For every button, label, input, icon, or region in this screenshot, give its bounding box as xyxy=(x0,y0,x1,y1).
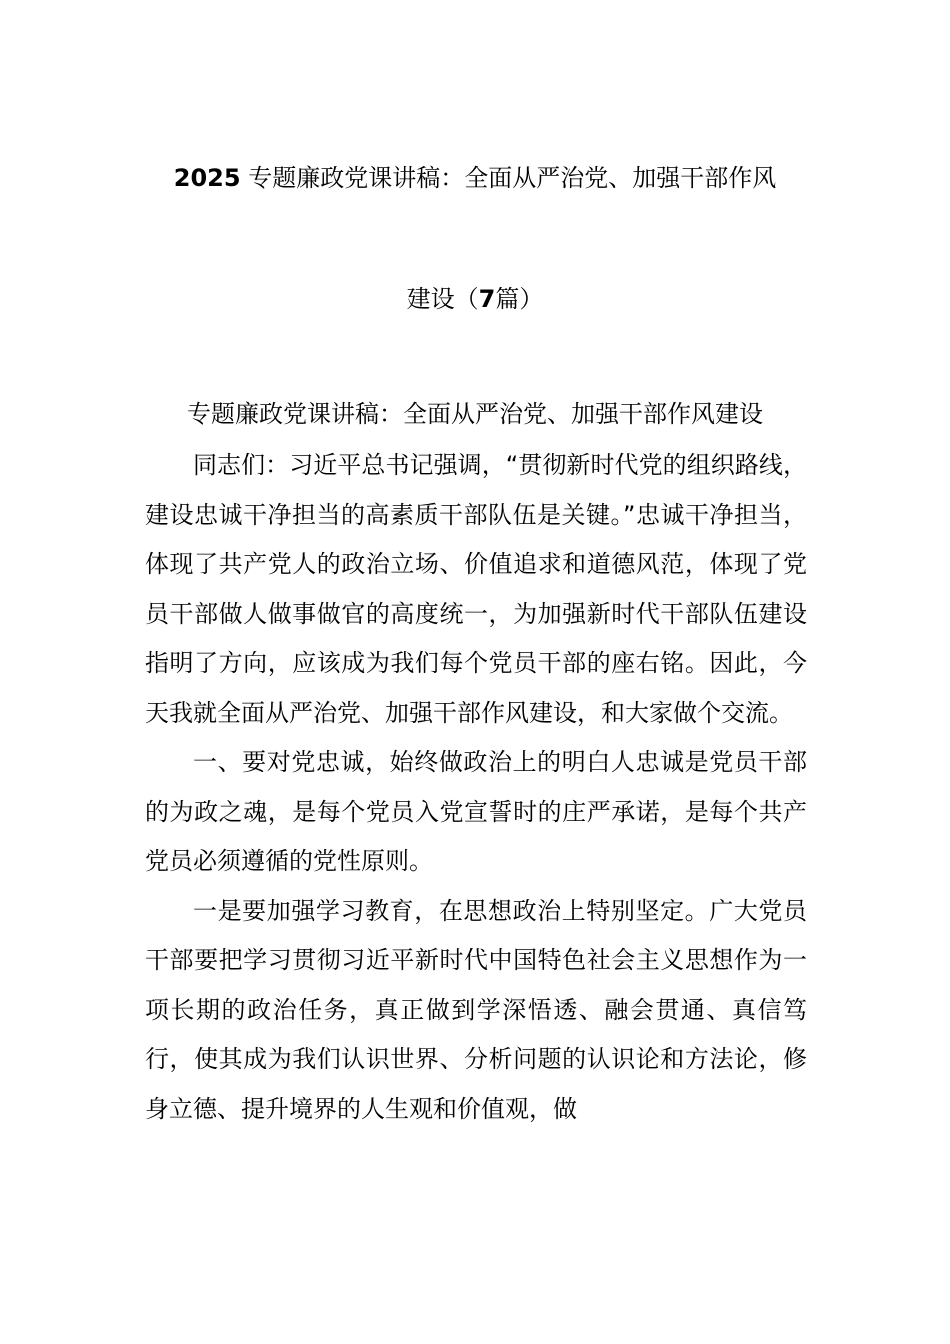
paragraph-point-one: 一是要加强学习教育，在思想政治上特别坚定。广大党员干部要把学习贯彻习近平新时代中国特色社会主义思想作为一项长期的政治任务，真正做到学深悟透、融会贯通、真信笃行，使其成为我们认识世界、分析问题的认识论和方法论，修身立德、提升境界的人生观和价值观，做 xyxy=(145,896,807,1123)
title-year: 2025 xyxy=(173,164,241,192)
document-body xyxy=(145,441,807,1134)
title-line-2-prefix: 建设（ xyxy=(406,285,479,313)
section-subtitle: 专题廉政党课讲稿：全面从严治党、加强干部作风建设 xyxy=(187,400,763,428)
title-line-2-suffix: 篇） xyxy=(495,285,544,313)
title-count: 7 xyxy=(478,285,496,313)
document-title-line-1 xyxy=(0,161,950,195)
paragraph-section-one: 一、要对党忠诚，始终做政治上的明白人忠诚是党员干部的为政之魂，是每个党员入党宣誓时的庄严承诺，是每个共产党员必须遵循的党性原则。 xyxy=(145,748,807,875)
paragraph-intro: 同志们：习近平总书记强调，“贯彻新时代党的组织路线，建设忠诚干净担当的高素质干部队伍是关键。”忠诚干净担当，体现了共产党人的政治立场、价值追求和道德风范，体现了党员干部做人做事做官的高度统一，为加强新时代干部队伍建设指明了方向，应该成为我们每个党员干部的座右铭。因此，今天我就全面从严治党、加强干部作风建设，和大家做个交流。 xyxy=(145,451,807,727)
title-text: 专题廉政党课讲稿：全面从严治党、加强干部作风 xyxy=(248,164,777,192)
document-title-line-2 xyxy=(0,282,950,316)
